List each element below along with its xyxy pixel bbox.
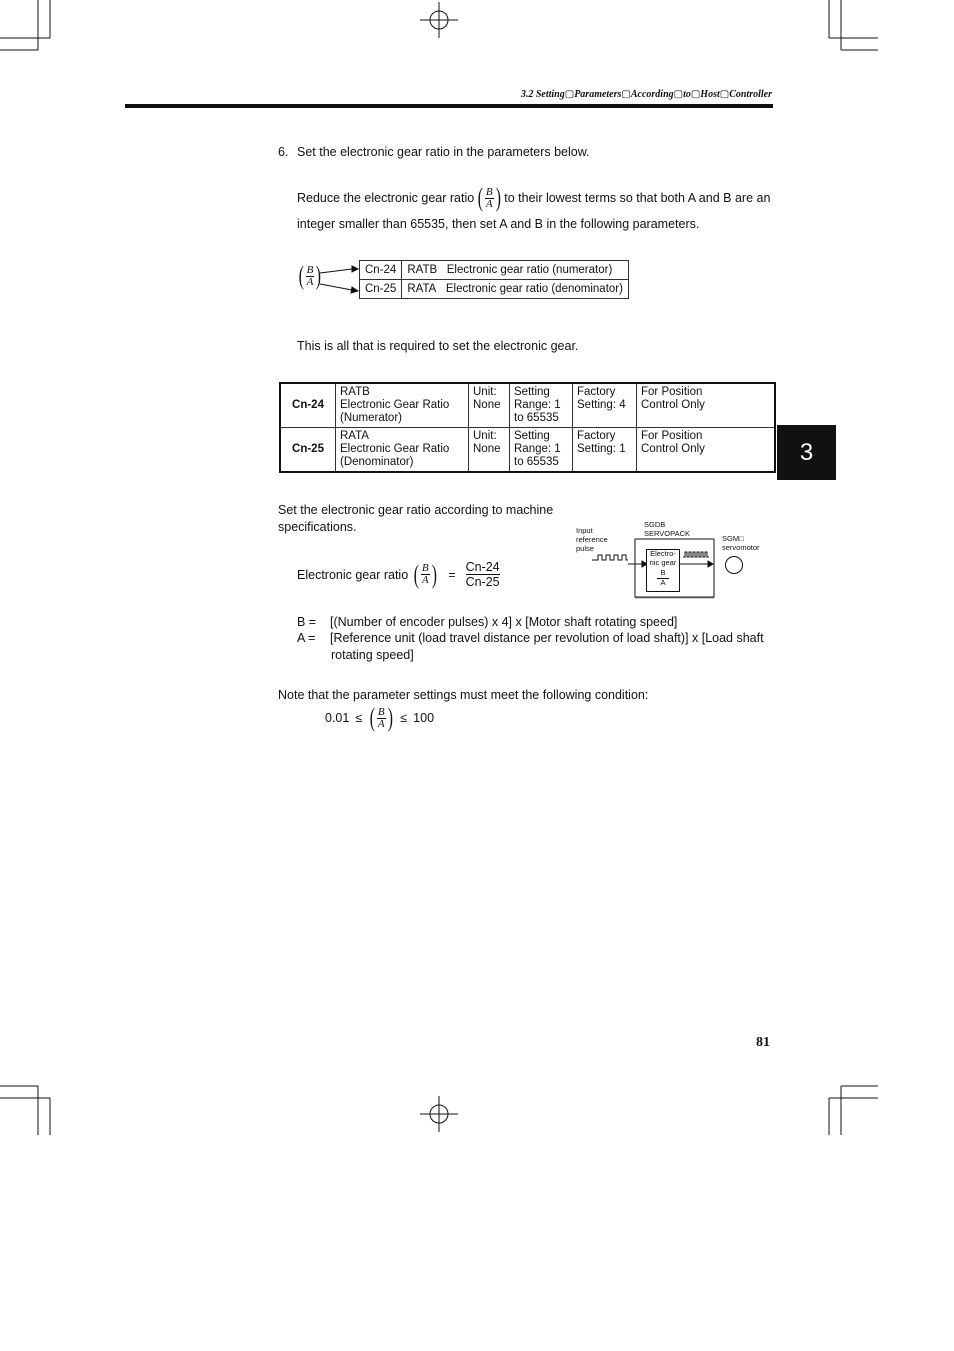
chapter-tab	[777, 425, 836, 480]
param-mode: For Position Control Only	[637, 383, 776, 428]
mapping-desc: Electronic gear ratio (numerator)	[446, 264, 613, 276]
param-factory: Factory Setting: 4	[573, 383, 637, 428]
mapping-table	[359, 260, 629, 299]
mapping-name-desc	[402, 280, 629, 299]
reduce-text-after: to their lowest terms so that both A and B are an	[504, 191, 771, 205]
table-row	[280, 383, 775, 428]
condition-low: 0.01	[325, 711, 350, 725]
condition-le2: ≤	[400, 711, 408, 725]
mapping-name: RATA	[407, 283, 437, 295]
mapping-code: Cn-25	[360, 280, 402, 299]
param-mode: For Position Control Only	[637, 428, 776, 473]
gear-label-1: Electro-	[650, 549, 676, 558]
param-unit: Unit: None	[469, 383, 510, 428]
param-range: Setting Range: 1 to 65535	[510, 428, 573, 473]
chapter-number: 3	[799, 438, 814, 466]
mapping-fraction-denominator: A	[306, 275, 314, 288]
gear-label-2: nic gear	[649, 557, 677, 567]
param-code: Cn-25	[280, 428, 336, 473]
equation-numerator: Cn-24	[465, 560, 500, 574]
header-rule	[125, 104, 773, 108]
table-row	[360, 261, 629, 280]
reduce-line2: integer smaller than 65535, then set A and B in the following parameters.	[297, 217, 700, 231]
fraction-numerator: B	[485, 185, 493, 198]
mapping-code: Cn-24	[360, 261, 402, 280]
mapping-fraction: ( $\frac{B}{A}$ )	[298, 261, 322, 290]
equation-fraction: ( $\frac{B}{A}$ )	[413, 559, 437, 589]
mapping-fraction-numerator: B	[306, 263, 314, 276]
fraction-denominator: A	[485, 197, 493, 210]
spec-line2: specifications.	[278, 520, 357, 534]
param-code: Cn-24	[280, 383, 336, 428]
running-title: 3.2 Setting▢Parameters▢According▢to▢Host▢Controller	[520, 89, 772, 100]
summary-text: This is all that is required to set the electronic gear.	[297, 339, 579, 353]
parameter-table	[279, 382, 776, 473]
gear-equation	[297, 560, 500, 589]
mapping-name: RATB	[407, 264, 438, 276]
param-range: Setting Range: 1 to 65535	[510, 383, 573, 428]
equation-param-fraction	[466, 560, 500, 589]
diagram-motor-label: SGM□ servomotor	[722, 534, 760, 552]
param-name: RATA Electronic Gear Ratio (Denominator)	[336, 428, 469, 473]
diagram-servopack-label: SGDB SERVOPACK	[644, 520, 690, 538]
mapping-name-desc	[402, 261, 629, 280]
mapping-arrows	[318, 262, 360, 296]
condition-le1: ≤	[355, 711, 363, 725]
table-row	[280, 428, 775, 473]
page-number: 81	[756, 1035, 770, 1050]
a-definition-text2: rotating speed]	[331, 648, 414, 662]
param-unit: Unit: None	[469, 428, 510, 473]
condition-fraction: ( $\frac{B}{A}$ )	[369, 703, 393, 732]
condition-inequality	[325, 703, 435, 732]
b-definition-text: [(Number of encoder pulses) x 4] x [Motor shaft rotating speed]	[330, 615, 678, 629]
param-factory: Factory Setting: 1	[573, 428, 637, 473]
gear-ratio-fraction: ( $\frac{B}{A}$ )	[477, 183, 501, 212]
diagram-input-label: Input reference pulse	[576, 526, 608, 553]
gear-denominator: A	[660, 577, 666, 587]
param-name: RATB Electronic Gear Ratio (Numerator)	[336, 383, 469, 428]
a-definition-label: A =	[297, 631, 316, 645]
condition-text: Note that the parameter settings must meet the following condition:	[278, 688, 649, 702]
gear-numerator: B	[657, 569, 668, 579]
equation-denominator: Cn-25	[465, 575, 500, 589]
step-text: Set the electronic gear ratio in the parameters below.	[297, 145, 590, 159]
electronic-gear-box	[646, 549, 680, 592]
table-row	[360, 280, 629, 299]
equation-label: Electronic gear ratio	[297, 567, 409, 582]
mapping-desc: Electronic gear ratio (denominator)	[445, 283, 623, 295]
spec-line1: Set the electronic gear ratio according to machine	[278, 503, 554, 517]
a-definition-text1: [Reference unit (load travel distance per revolution of load shaft)] x [Load shaft	[330, 631, 764, 645]
step-number: 6.	[278, 145, 289, 159]
b-definition-label: B =	[297, 615, 317, 629]
condition-high: 100	[413, 711, 435, 725]
reduce-paragraph	[297, 183, 771, 212]
reduce-text-before: Reduce the electronic gear ratio	[297, 191, 475, 205]
equation-sign: =	[448, 567, 456, 582]
